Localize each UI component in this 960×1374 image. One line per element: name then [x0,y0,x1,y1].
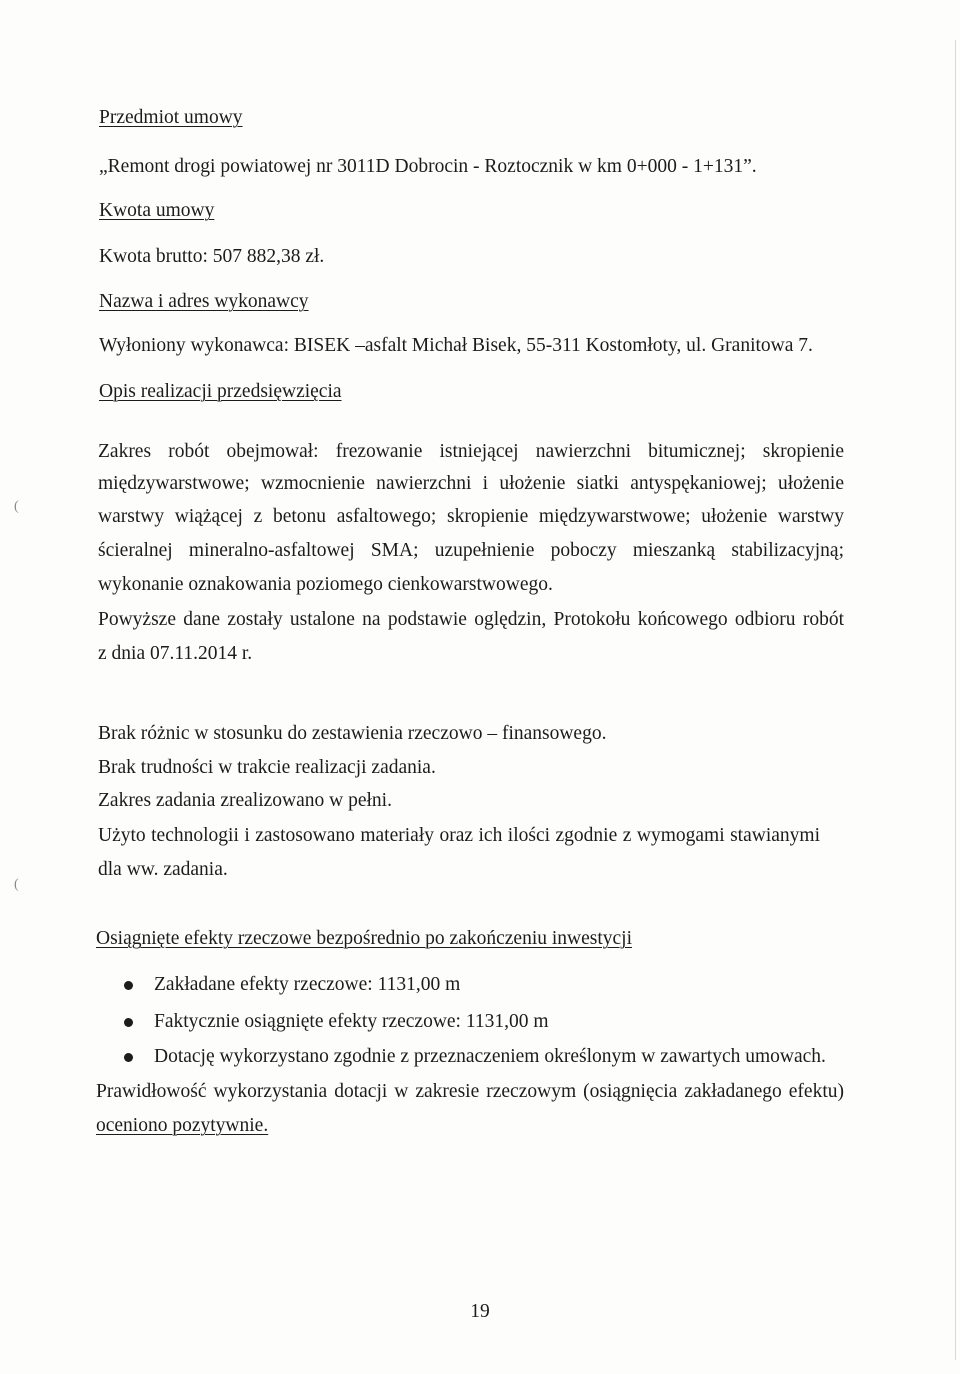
technology-note-line1: Użyto technologii i zastosowano materiały oraz ich ilości zgodnie z wymogami stawianymi [98,825,820,846]
basis-text-line2: z dnia 07.11.2014 r. [98,643,253,664]
description-line: warstwy wiążącej z betonu asfaltowego; skropienie międzywarstwowe; ułożenie warstwy [98,506,844,527]
effects-item: Dotację wykorzystano zgodnie z przeznaczeniem określonym w zawartych umowach. [154,1046,826,1067]
description-heading: Opis realizacji przedsięwzięcia [99,381,342,402]
scan-artifact-mark: ( [14,499,19,514]
bullet-icon [124,981,133,990]
effects-item: Zakładane efekty rzeczowe: 1131,00 m [154,974,461,995]
scan-edge-line [955,40,956,1360]
subject-text: „Remont drogi powiatowej nr 3011D Dobrocin - Roztocznik w km 0+000 - 1+131”. [99,156,757,177]
description-line: ścieralnej mineralno-asfaltowej SMA; uzupełnienie poboczy mieszanką stabilizacyjną; [98,540,844,561]
description-line: wykonanie oznakowania poziomego cienkowarstwowego. [98,574,553,595]
no-difficulties-note: Brak trudności w trakcie realizacji zadania. [98,757,436,778]
no-differences-note: Brak różnic w stosunku do zestawienia rzeczowo – finansowego. [98,723,607,744]
effects-heading: Osiągnięte efekty rzeczowe bezpośrednio po zakończeniu inwestycji [96,928,633,949]
assessment-line2: oceniono pozytywnie. [96,1115,269,1136]
effects-item: Faktycznie osiągnięte efekty rzeczowe: 1131,00 m [154,1011,549,1032]
description-line: międzywarstwowe; wzmocnienie nawierzchni i ułożenie siatki antyspękaniowej; ułożenie [98,473,844,494]
amount-heading: Kwota umowy [99,200,215,221]
contractor-heading: Nazwa i adres wykonawcy [99,291,309,312]
scan-artifact-mark: ( [14,877,19,892]
basis-text-line1: Powyższe dane zostały ustalone na podstawie oględzin, Protokołu końcowego odbioru robót [98,609,844,630]
amount-text: Kwota brutto: 507 882,38 zł. [99,246,325,267]
description-line: Zakres robót obejmował: frezowanie istniejącej nawierzchni bitumicznej; skropienie [98,441,844,462]
bullet-icon [124,1053,133,1062]
assessment-line1: Prawidłowość wykorzystania dotacji w zakresie rzeczowym (osiągnięcia zakładanego efektu) [96,1081,844,1102]
page-number: 19 [470,1301,490,1322]
subject-heading: Przedmiot umowy [99,107,243,128]
technology-note-line2: dla ww. zadania. [98,859,228,880]
contractor-text: Wyłoniony wykonawca: BISEK –asfalt Michał Bisek, 55-311 Kostomłoty, ul. Granitowa 7. [99,335,813,356]
bullet-icon [124,1018,133,1027]
fully-completed-note: Zakres zadania zrealizowano w pełni. [98,790,392,811]
